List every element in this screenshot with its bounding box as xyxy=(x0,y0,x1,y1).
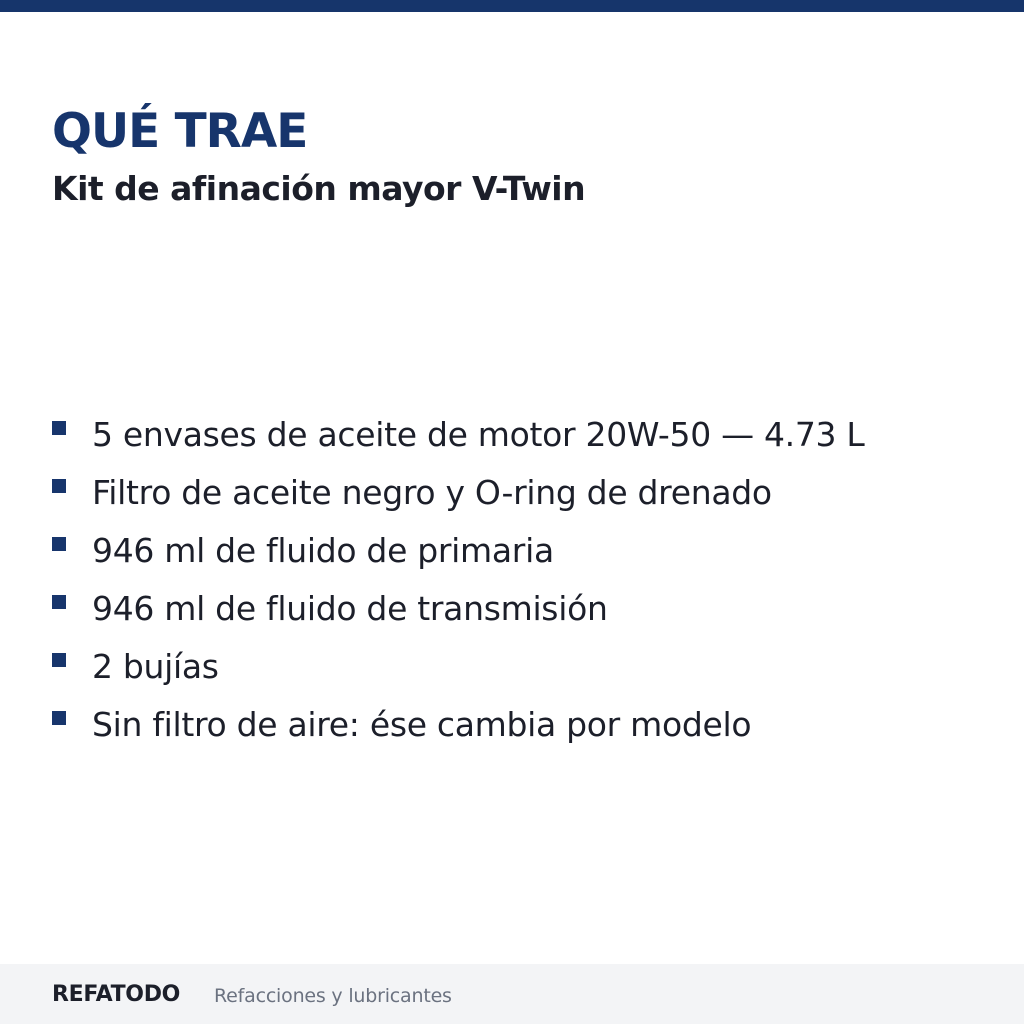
list-item xyxy=(52,639,1012,697)
list-item xyxy=(52,407,1012,465)
square-bullet-icon xyxy=(52,653,66,667)
square-bullet-icon xyxy=(52,537,66,551)
brand-tagline: Refacciones y lubricantes xyxy=(214,985,452,1007)
square-bullet-icon xyxy=(52,421,66,435)
page-subtitle: Kit de afinación mayor V-Twin xyxy=(52,169,586,208)
square-bullet-icon xyxy=(52,479,66,493)
list-item-text: 946 ml de fluido de primaria xyxy=(92,531,554,570)
page-title: QUÉ TRAE xyxy=(52,104,308,159)
top-accent-bar xyxy=(0,0,1024,12)
square-bullet-icon xyxy=(52,595,66,609)
list-item xyxy=(52,523,1012,581)
square-bullet-icon xyxy=(52,711,66,725)
list-item-text: 946 ml de fluido de transmisión xyxy=(92,589,608,628)
footer xyxy=(0,964,1024,1024)
list-item xyxy=(52,581,1012,639)
list-item xyxy=(52,465,1012,523)
list-item-text: Filtro de aceite negro y O-ring de drenado xyxy=(92,473,772,512)
kit-contents-list xyxy=(52,407,1012,755)
brand-name: REFATODO xyxy=(52,982,181,1007)
list-item-text: 5 envases de aceite de motor 20W-50 — 4.73 L xyxy=(92,415,865,454)
list-item-text: 2 bujías xyxy=(92,647,219,686)
list-item xyxy=(52,697,1012,755)
list-item-text: Sin filtro de aire: ése cambia por modelo xyxy=(92,705,752,744)
